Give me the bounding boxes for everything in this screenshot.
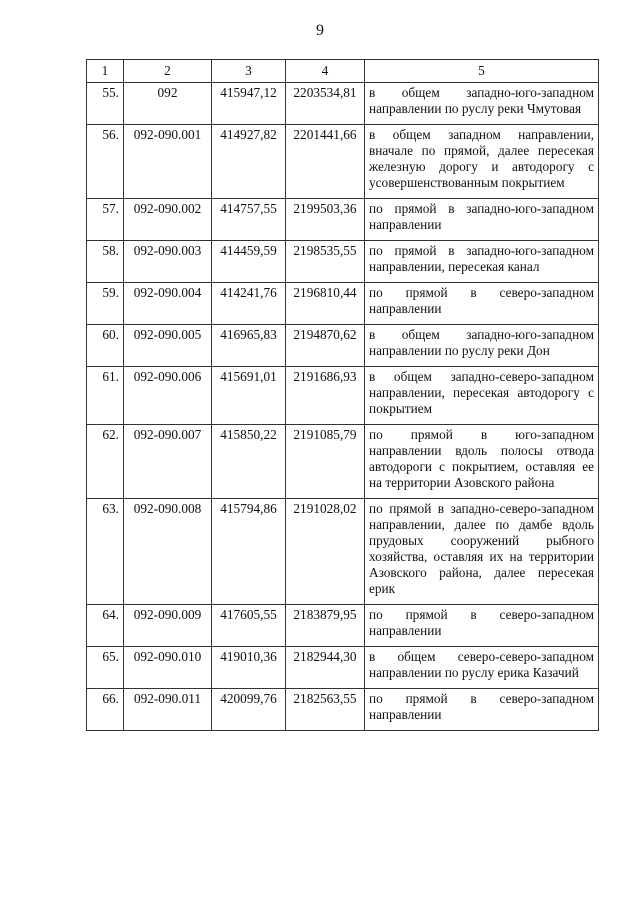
page-number: 9 (316, 22, 324, 39)
coordinate-x: 414757,55 (212, 199, 286, 241)
coordinate-y: 2183879,95 (286, 605, 365, 647)
boundary-description: в общем западном направлении, вначале по прямой, далее пересекая железную дорогу и автодорогу с усовершенствованным покрытием (365, 125, 599, 199)
boundary-description: по прямой в северо-западном направлении (365, 689, 599, 731)
table-row (87, 605, 599, 647)
point-code: 092-090.008 (124, 499, 212, 605)
boundary-description: по прямой в западно-северо-западном направлении, далее по дамбе вдоль прудовых сооружений рыбного хозяйства, оставляя их на территории Азовского района, далее пересекая ерик (365, 499, 599, 605)
coordinate-x: 416965,83 (212, 325, 286, 367)
boundary-description: в общем западно-юго-западном направлении по руслу реки Дон (365, 325, 599, 367)
coordinate-x: 414927,82 (212, 125, 286, 199)
coordinate-x: 420099,76 (212, 689, 286, 731)
coordinate-y: 2198535,55 (286, 241, 365, 283)
table-row (87, 241, 599, 283)
boundary-description: по прямой в западно-юго-западном направлении (365, 199, 599, 241)
row-number: 59. (87, 283, 124, 325)
header-col-4: 4 (286, 60, 365, 83)
row-number: 64. (87, 605, 124, 647)
row-number: 62. (87, 425, 124, 499)
boundary-description: по прямой в юго-западном направлении вдоль полосы отвода автодороги с покрытием, оставляя ее на территории Азовского района (365, 425, 599, 499)
table-row (87, 325, 599, 367)
coordinate-x: 415850,22 (212, 425, 286, 499)
coordinate-x: 419010,36 (212, 647, 286, 689)
table-row (87, 499, 599, 605)
point-code: 092-090.003 (124, 241, 212, 283)
point-code: 092-090.007 (124, 425, 212, 499)
row-number: 56. (87, 125, 124, 199)
point-code: 092 (124, 83, 212, 125)
table-row (87, 367, 599, 425)
coordinate-y: 2201441,66 (286, 125, 365, 199)
row-number: 55. (87, 83, 124, 125)
header-col-5: 5 (365, 60, 599, 83)
row-number: 58. (87, 241, 124, 283)
header-col-3: 3 (212, 60, 286, 83)
boundary-description: по прямой в северо-западном направлении (365, 605, 599, 647)
table-row (87, 647, 599, 689)
table-row (87, 83, 599, 125)
table-row (87, 283, 599, 325)
boundary-table (86, 59, 599, 731)
point-code: 092-090.002 (124, 199, 212, 241)
row-number: 66. (87, 689, 124, 731)
boundary-description: в общем северо-северо-западном направлении по руслу ерика Казачий (365, 647, 599, 689)
point-code: 092-090.011 (124, 689, 212, 731)
boundary-description: в общем западно-юго-западном направлении по руслу реки Чмутовая (365, 83, 599, 125)
header-col-1: 1 (87, 60, 124, 83)
row-number: 63. (87, 499, 124, 605)
point-code: 092-090.001 (124, 125, 212, 199)
coordinate-y: 2182944,30 (286, 647, 365, 689)
coordinate-x: 415947,12 (212, 83, 286, 125)
point-code: 092-090.009 (124, 605, 212, 647)
point-code: 092-090.010 (124, 647, 212, 689)
row-number: 60. (87, 325, 124, 367)
boundary-description: по прямой в северо-западном направлении (365, 283, 599, 325)
coordinate-y: 2191686,93 (286, 367, 365, 425)
table-header-row (87, 60, 599, 83)
coordinate-x: 415691,01 (212, 367, 286, 425)
table-row (87, 199, 599, 241)
row-number: 57. (87, 199, 124, 241)
coordinate-y: 2191085,79 (286, 425, 365, 499)
coordinate-y: 2203534,81 (286, 83, 365, 125)
point-code: 092-090.005 (124, 325, 212, 367)
row-number: 65. (87, 647, 124, 689)
coordinate-y: 2182563,55 (286, 689, 365, 731)
coordinate-y: 2194870,62 (286, 325, 365, 367)
table-row (87, 689, 599, 731)
point-code: 092-090.006 (124, 367, 212, 425)
coordinate-x: 415794,86 (212, 499, 286, 605)
boundary-description: по прямой в западно-юго-западном направлении, пересекая канал (365, 241, 599, 283)
row-number: 61. (87, 367, 124, 425)
boundary-description: в общем западно-северо-западном направлении, пересекая автодорогу с покрытием (365, 367, 599, 425)
coordinate-y: 2199503,36 (286, 199, 365, 241)
coordinate-y: 2191028,02 (286, 499, 365, 605)
header-col-2: 2 (124, 60, 212, 83)
point-code: 092-090.004 (124, 283, 212, 325)
coordinate-x: 414459,59 (212, 241, 286, 283)
coordinate-x: 417605,55 (212, 605, 286, 647)
coordinate-y: 2196810,44 (286, 283, 365, 325)
table-row (87, 425, 599, 499)
table-row (87, 125, 599, 199)
coordinate-x: 414241,76 (212, 283, 286, 325)
